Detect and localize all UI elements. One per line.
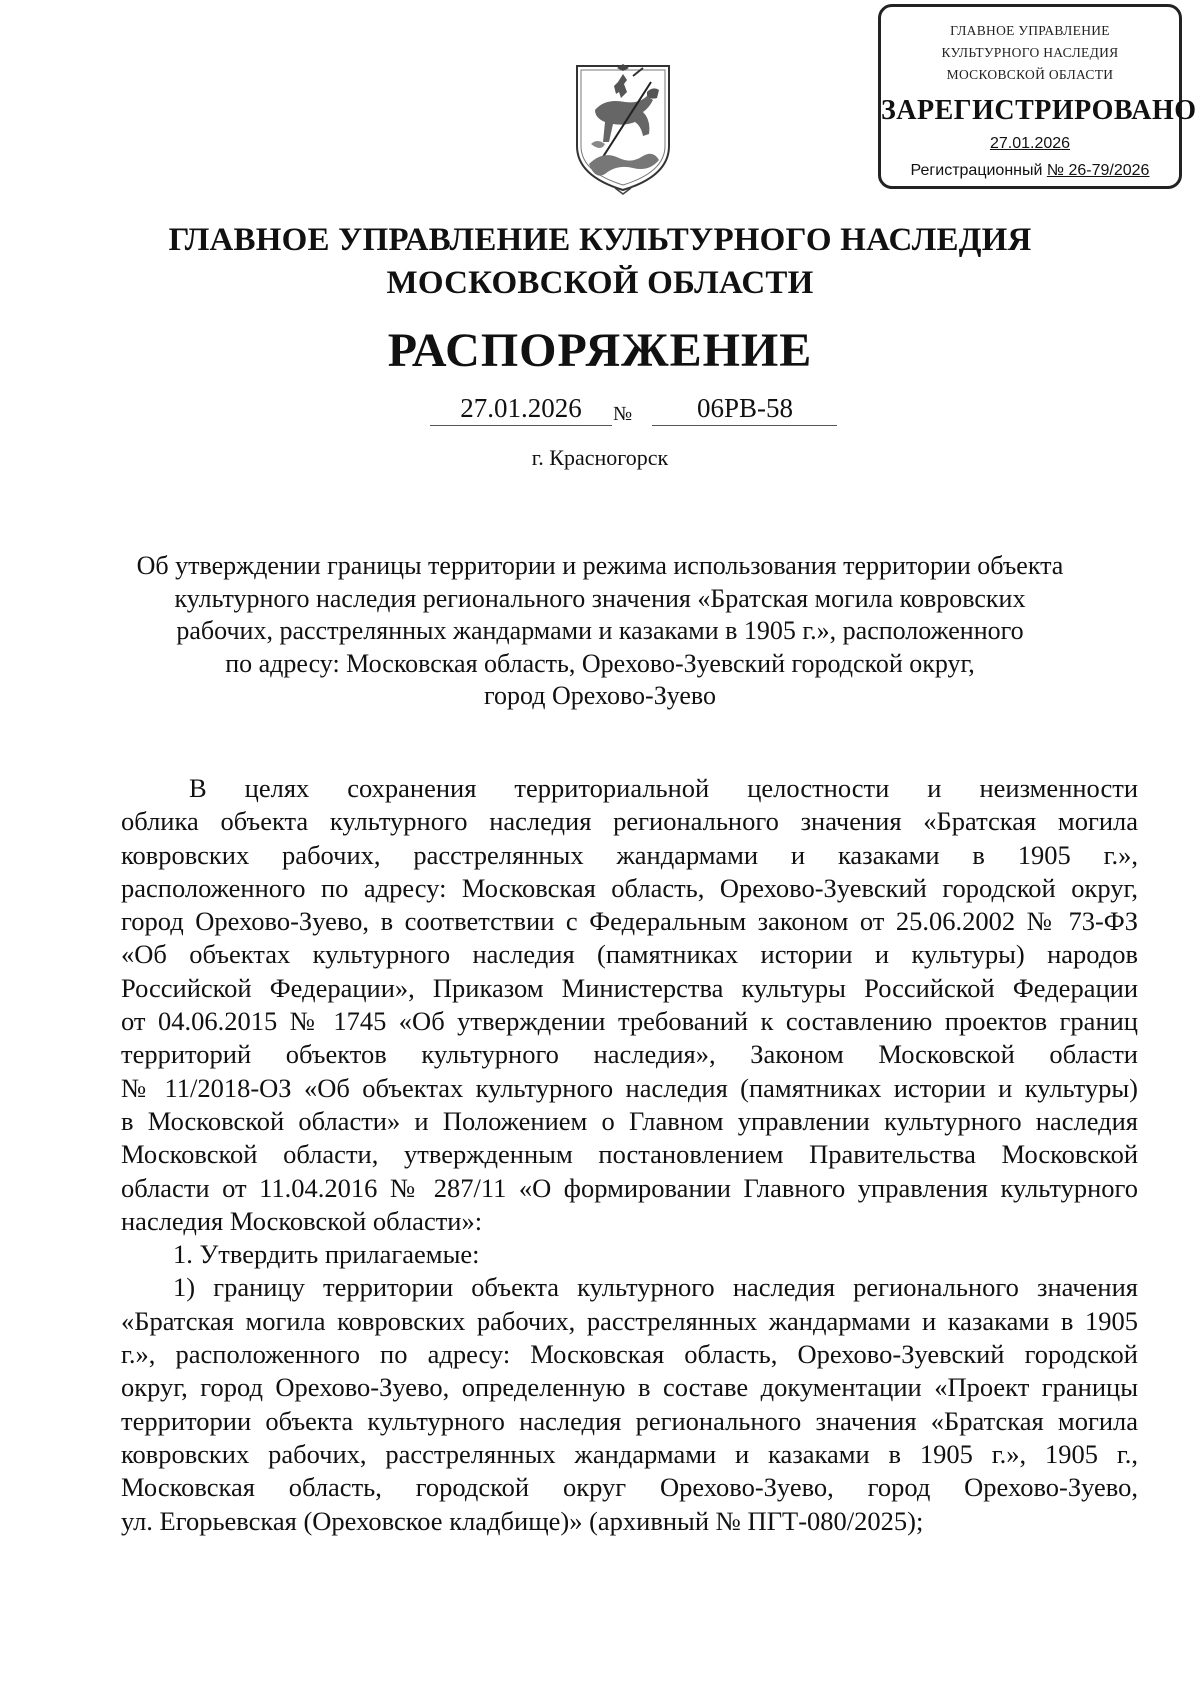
- title-line: по адресу: Московская область, Орехово-Зуевский городской округ,: [225, 648, 975, 678]
- body-line: ковровских рабочих, расстрелянных жандармами и казаками в 1905 г.»,: [121, 839, 1138, 870]
- body-line: области от 11.04.2016 № 287/11 «О формировании Главного управления культурного: [121, 1172, 1138, 1203]
- body-line: от 04.06.2015 № 1745 «Об утверждении требований к составлению проектов границ: [121, 1006, 1138, 1037]
- body-line: облика объекта культурного наследия регионального значения «Братская могила: [121, 806, 1138, 837]
- document-type-title: РАСПОРЯЖЕНИЕ: [387, 324, 813, 377]
- body-line: город Орехово-Зуево, в соответствии с Федеральным законом от 25.06.2002 № 73-ФЗ: [121, 906, 1138, 937]
- stamp-org-line-2: КУЛЬТУРНОГО НАСЛЕДИЯ: [941, 45, 1119, 60]
- body-line: Российской Федерации», Приказом Министерства культуры Российской Федерации: [121, 972, 1138, 1003]
- body-line: Московской области, утвержденным постановлением Правительства Московской: [121, 1139, 1138, 1170]
- document-date: 27.01.2026: [460, 393, 582, 423]
- body-line: «Братская могила ковровских рабочих, расстрелянных жандармами и казаками в 1905: [121, 1305, 1138, 1336]
- number-underline: [652, 425, 837, 426]
- title-line: рабочих, расстрелянных жандармами и казаками в 1905 г.», расположенного: [176, 616, 1024, 645]
- organization-name-line-2: МОСКОВСКОЙ ОБЛАСТИ: [386, 265, 814, 301]
- body-line: наследия Московской области»:: [121, 1205, 483, 1236]
- body-line: в Московской области» и Положением о Главном управлении культурного наследия: [121, 1105, 1138, 1136]
- body-line: г.», расположенного по адресу: Московская область, Орехово-Зуевский городской: [121, 1339, 1138, 1370]
- document-city: г. Красногорск: [531, 445, 669, 470]
- registration-stamp: [878, 4, 1197, 189]
- body-line: расположенного по адресу: Московская область, Орехово-Зуевский городской округ,: [121, 872, 1138, 903]
- title-line: Об утверждении границы территории и режима использования территории объекта: [136, 551, 1064, 580]
- stamp-date: 27.01.2026: [989, 135, 1071, 152]
- stamp-date-wrap: [881, 135, 1179, 153]
- coat-of-arms-emblem: [571, 60, 675, 196]
- body-line: «Об объектах культурного наследия (памятниках истории и культуры) народов: [121, 939, 1138, 970]
- body-line: № 11/2018-ОЗ «Об объектах культурного наследия (памятниках истории и культуры): [121, 1072, 1138, 1103]
- stamp-reg-label: Регистрационный: [910, 162, 1043, 179]
- body-line: 1) границу территории объекта культурного наследия регионального значения: [173, 1272, 1138, 1303]
- document-subject-title: [110, 550, 1090, 713]
- stamp-org-line-3: МОСКОВСКОЙ ОБЛАСТИ: [946, 67, 1114, 82]
- body-line: ковровских рабочих, расстрелянных жандармами и казаками в 1905 г.», 1905 г.,: [121, 1438, 1138, 1469]
- body-line: 1. Утвердить прилагаемые:: [173, 1239, 480, 1270]
- title-line: город Орехово-Зуево: [483, 681, 717, 710]
- organization-name-line-1: ГЛАВНОЕ УПРАВЛЕНИЕ КУЛЬТУРНОГО НАСЛЕДИЯ: [168, 222, 1032, 258]
- body-line: округ, город Орехово-Зуево, определенную в составе документации «Проект границы: [121, 1372, 1138, 1403]
- body-line: территории объекта культурного наследия регионального значения «Братская могила: [121, 1405, 1138, 1436]
- stamp-status: ЗАРЕГИСТРИРОВАНО: [881, 95, 1197, 126]
- stamp-registration-number: [881, 162, 1179, 180]
- document-number: 06РВ-58: [696, 393, 794, 423]
- body-line: В целях сохранения территориальной целостности и неизменности: [189, 773, 1138, 803]
- stamp-reg-number: № 26-79/2026: [1046, 162, 1150, 179]
- number-sign: №: [613, 403, 633, 425]
- title-line: культурного наследия регионального значения «Братская могила ковровских: [174, 583, 1026, 613]
- body-line: территорий объектов культурного наследия», Законом Московской области: [121, 1039, 1138, 1070]
- document-body: [121, 772, 1138, 1538]
- date-underline: [430, 425, 612, 426]
- body-line: ул. Егорьевская (Ореховское кладбище)» (архивный № ПГТ-080/2025);: [121, 1505, 924, 1536]
- body-line: Московская область, городской округ Орехово-Зуево, город Орехово-Зуево,: [121, 1472, 1138, 1503]
- stamp-org-line-1: ГЛАВНОЕ УПРАВЛЕНИЕ: [950, 23, 1110, 38]
